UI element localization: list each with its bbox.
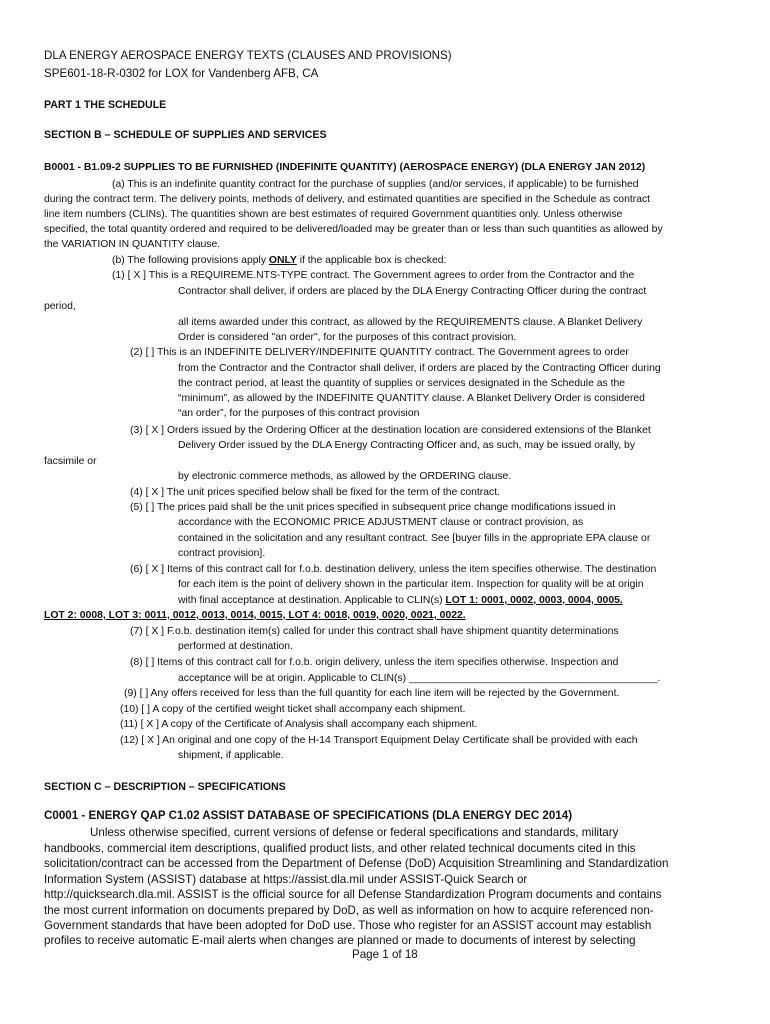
section-b-title: SECTION B – SCHEDULE OF SUPPLIES AND SERVICES — [44, 129, 327, 141]
page-number: Page 1 of 18 — [352, 948, 418, 961]
para-a-line: (a) This is an indefinite quantity contract for the purchase of supplies (and/or services, if applicable) to be furnished — [112, 179, 639, 190]
item-3-line: (3) [ X ] Orders issued by the Ordering Officer at the destination location are considered extensions of the Blanket — [130, 425, 651, 436]
item-5-line: contained in the solicitation and any resultant contract. See [buyer fills in the appropriate EPA clause or — [178, 533, 651, 544]
item-3-line: Delivery Order issued by the DLA Energy Contracting Officer and, as such, may be issued orally, by — [178, 440, 636, 451]
item-2-line: (2) [ ] This is an INDEFINITE DELIVERY/INDEFINITE QUANTITY contract. The Government agrees to order — [130, 347, 629, 358]
item-12-line: (12) [ X ] An original and one copy of the H-14 Transport Equipment Delay Certificate shall be provided with each — [120, 735, 638, 746]
item-1-line: (1) [ X ] This is a REQUIREME.NTS-TYPE contract. The Government agrees to order from the Contractor and the — [112, 270, 635, 281]
c0001-heading: C0001 - ENERGY QAP C1.02 ASSIST DATABASE OF SPECIFICATIONS (DLA ENERGY DEC 2014) — [44, 809, 573, 822]
item-3-line: facsimile or — [44, 456, 97, 467]
c0001-body-line: solicitation/contract can be accessed from the Department of Defense (DoD) Acquisition Streamlining and Standardization — [44, 857, 669, 870]
c0001-body-line: Information System (ASSIST) database at https://assist.dla.mil under ASSIST-Quick Search or — [44, 873, 528, 886]
item-9-line: (9) [ ] Any offers received for less than the full quantity for each line item will be rejected by the Government. — [124, 688, 620, 699]
item-6-clin-text: with final acceptance at destination. Applicable to CLIN(s) — [178, 595, 446, 606]
item-1-line: Order is considered "an order", for the purposes of this contract provision. — [178, 332, 517, 343]
item-2-line: “an order”, for the purposes of this contract provision — [178, 408, 420, 419]
para-a-line: line item numbers (CLINs). The quantities shown are best estimates of required Government quantities only. Unless otherwise — [44, 209, 623, 220]
c0001-body-line: the most current information on documents prepared by DoD, as well as information on how to acquire referenced non- — [44, 904, 654, 917]
item-7-line: (7) [ X ] F.o.b. destination item(s) called for under this contract shall have shipment quantity determinations — [130, 626, 619, 637]
item-6-line: (6) [ X ] Items of this contract call for f.o.b. destination delivery, unless the item specifies otherwise. The destination — [130, 564, 657, 575]
item-11-line: (11) [ X ] A copy of the Certificate of Analysis shall accompany each shipment. — [120, 719, 478, 730]
item-2-line: from the Contractor and the Contractor shall deliver, if orders are placed by the Contracting Officer during — [178, 363, 661, 374]
item-10-line: (10) [ ] A copy of the certified weight ticket shall accompany each shipment. — [120, 704, 466, 715]
para-b-only: ONLY — [268, 255, 297, 266]
doc-header-solicitation: SPE601-18-R-0302 for LOX for Vandenberg AFB, CA — [44, 67, 319, 80]
item-8-line: acceptance will be at origin. Applicable to CLIN(s) ___________________________________________. — [178, 673, 661, 684]
para-b-pre: (b) The following provisions apply — [112, 255, 269, 266]
item-3-line: by electronic commerce methods, as allowed by the ORDERING clause. — [178, 471, 512, 482]
item-1-line: Contractor shall deliver, if orders are placed by the DLA Energy Contracting Officer during the contract — [178, 286, 647, 297]
para-a-line: during the contract term. The delivery points, methods of delivery, and estimated quantities are specified in the Schedule as contract — [44, 194, 651, 205]
section-c-title: SECTION C – DESCRIPTION – SPECIFICATIONS — [44, 781, 286, 793]
item-1-line: all items awarded under this contract, as allowed by the REQUIREMENTS clause. A Blanket Delivery — [178, 317, 643, 328]
item-2-line: “minimum”, as allowed by the INDEFINITE QUANTITY clause. A Blanket Delivery Order is considered — [178, 393, 645, 404]
part-title: PART 1 THE SCHEDULE — [44, 99, 167, 111]
c0001-body-line: profiles to receive automatic E-mail alerts when changes are planned or made to documents of interest by selecting — [44, 934, 636, 947]
item-6-line: for each item is the point of delivery shown in the particular item. Inspection for quality will be at origin — [178, 579, 644, 590]
item-12-line: shipment, if applicable. — [178, 750, 284, 761]
c0001-body-line: Unless otherwise specified, current versions of defense or federal specifications and standards, military — [90, 826, 619, 839]
para-b — [112, 254, 446, 267]
item-5-line: contract provision]. — [178, 548, 266, 559]
para-a-line: specified, the total quantity ordered and required to be delivered/loaded may be greater than or less than such quantities as allowed by — [44, 224, 663, 235]
para-a-line: the VARIATION IN QUANTITY clause. — [44, 239, 221, 250]
item-7-line: performed at destination. — [178, 641, 293, 652]
item-8-line: (8) [ ] Items of this contract call for f.o.b. origin delivery, unless the item specifies otherwise. Inspection and — [130, 657, 619, 668]
c0001-body-line: Government standards that have been adopted for DoD use. Those who register for an ASSIST account may establish — [44, 919, 652, 932]
item-4-line: (4) [ X ] The unit prices specified below shall be fixed for the term of the contract. — [130, 487, 501, 498]
lot-1-clins: LOT 1: 0001, 0002, 0003, 0004, 0005. — [445, 595, 623, 606]
item-5-line: accordance with the ECONOMIC PRICE ADJUSTMENT clause or contract provision, as — [178, 517, 584, 528]
c0001-body-line: handbooks, commercial item descriptions, qualified product lists, and other related technical documents cited in this — [44, 842, 636, 855]
b0001-heading: B0001 - B1.09-2 SUPPLIES TO BE FURNISHED (INDEFINITE QUANTITY) (AEROSPACE ENERGY) (DLA ENERGY JAN 2012) — [44, 162, 646, 173]
item-5-line: (5) [ ] The prices paid shall be the unit prices specified in subsequent price change modifications issued in — [130, 502, 616, 513]
item-6-line — [178, 594, 623, 607]
para-b-post: if the applicable box is checked: — [296, 255, 447, 266]
item-2-line: the contract period, at least the quantity of supplies or services designated in the Schedule as the — [178, 378, 626, 389]
doc-header-title: DLA ENERGY AEROSPACE ENERGY TEXTS (CLAUSES AND PROVISIONS) — [44, 49, 452, 62]
item-1-line: period, — [44, 301, 76, 312]
lot-2-4-clins: LOT 2: 0008, LOT 3: 0011, 0012, 0013, 0014, 0015, LOT 4: 0018, 0019, 0020, 0021, 0022. — [44, 610, 466, 621]
c0001-body-line: http://quicksearch.dla.mil. ASSIST is the official source for all Defense Standardization Program documents and contains — [44, 888, 662, 901]
